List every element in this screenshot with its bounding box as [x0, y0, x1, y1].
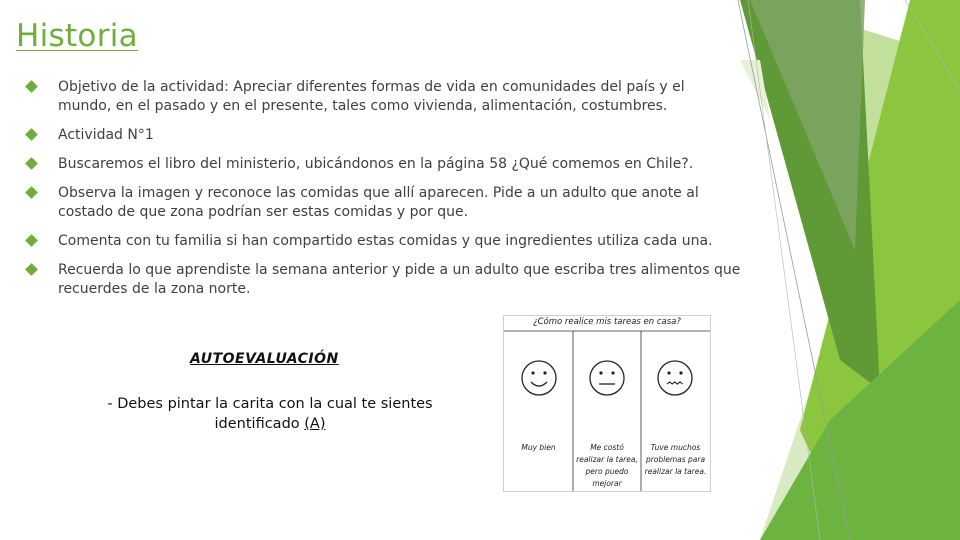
diamond-bullet-icon: [25, 128, 38, 141]
bullet-text: Comenta con tu familia si han compartido estas comidas y que ingredientes utiliza cada una.: [58, 233, 713, 249]
bullet-item-comenta: [26, 232, 741, 251]
diamond-bullet-icon: [25, 234, 38, 247]
bullet-item-objetivo: [26, 78, 741, 116]
bullet-item-actividad: [26, 126, 741, 145]
page-title: Historia: [16, 18, 138, 54]
diamond-bullet-icon: [25, 186, 38, 199]
diamond-bullet-icon: [25, 263, 38, 276]
bullet-text: Actividad N°1: [58, 127, 154, 143]
option-label-tuve-problemas: Tuve muchos problemas para realizar la tarea.: [644, 443, 707, 476]
bullet-item-recuerda: [26, 261, 741, 299]
bullet-text: Buscaremos el libro del ministerio, ubicándonos en la página 58 ¿Qué comemos en Chile?.: [58, 156, 694, 172]
bullet-text: Observa la imagen y reconoce las comidas que allí aparecen. Pide a un adulto que anote al costado de que zona podrían ser estas comidas y por que.: [58, 185, 699, 220]
evaluation-question: ¿Cómo realice mis tareas en casa?: [533, 317, 681, 327]
self-evaluation-image: [503, 315, 711, 492]
worried-face-icon: [658, 361, 692, 395]
neutral-face-icon: [590, 361, 624, 395]
instruction-ref: (A): [304, 416, 326, 432]
diamond-bullet-icon: [25, 80, 38, 93]
autoevaluacion-instruction: [80, 394, 460, 434]
bullet-list: [26, 78, 741, 309]
instruction-text: - Debes pintar la carita con la cual te sientes identificado: [107, 396, 433, 432]
option-label-muy-bien: Muy bien: [521, 443, 556, 452]
diamond-bullet-icon: [25, 157, 38, 170]
bullet-item-observa: [26, 184, 741, 222]
option-label-me-costo: Me costó realizar la tarea, pero puedo mejorar: [576, 443, 638, 488]
autoevaluacion-title: AUTOEVALUACIÓN: [190, 351, 339, 367]
bullet-item-buscaremos: [26, 155, 741, 174]
happy-face-icon: [522, 361, 556, 395]
bullet-text: Objetivo de la actividad: Apreciar diferentes formas de vida en comunidades del país y el mundo, en el pasado y en el presente, tales como vivienda, alimentación, costumbres.: [58, 79, 685, 114]
bullet-text: Recuerda lo que aprendiste la semana anterior y pide a un adulto que escriba tres alimentos que recuerdes de la zona norte.: [58, 262, 741, 297]
